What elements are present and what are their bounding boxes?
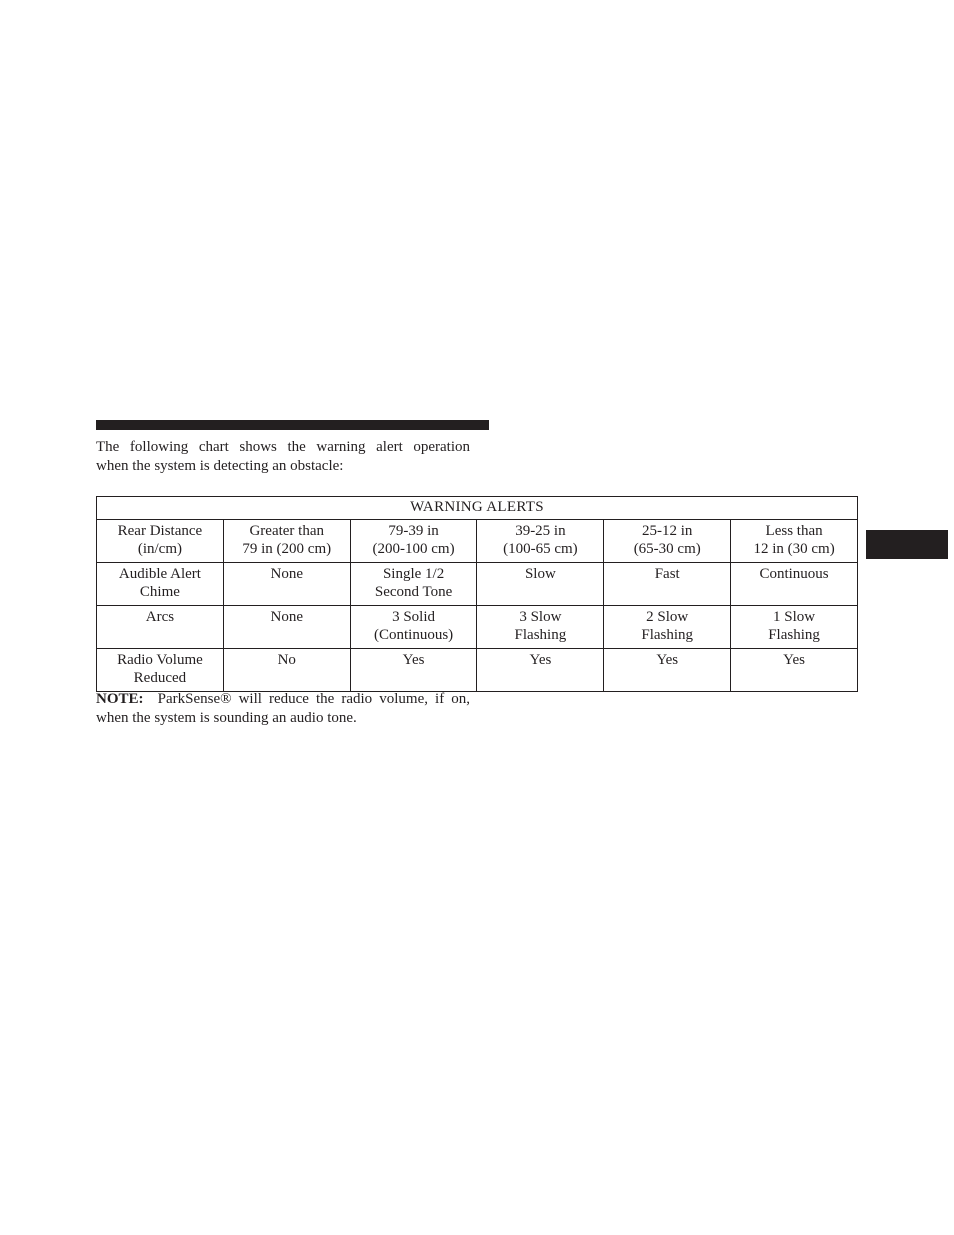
table-cell: 3 Slow Flashing	[477, 605, 604, 648]
row-label: Arcs	[97, 605, 224, 648]
table-cell: Yes	[350, 648, 477, 691]
table-cell: No	[223, 648, 350, 691]
table-cell: None	[223, 562, 350, 605]
table-cell: Continuous	[731, 562, 858, 605]
table-cell: Yes	[477, 648, 604, 691]
section-rule	[96, 420, 489, 430]
table-cell: 2 Slow Flashing	[604, 605, 731, 648]
table-row-rear-distance	[97, 519, 858, 562]
note-line-2: when the system is sounding an audio tone.	[96, 710, 357, 726]
table-row-audible-alert	[97, 562, 858, 605]
table-cell: Slow	[477, 562, 604, 605]
warning-alerts-table	[96, 496, 858, 692]
table-cell: Less than 12 in (30 cm)	[731, 519, 858, 562]
intro-line-1: The following chart shows the warning alert operation	[96, 439, 470, 455]
intro-paragraph	[96, 438, 470, 476]
table-cell: Fast	[604, 562, 731, 605]
table-cell: 3 Solid (Continuous)	[350, 605, 477, 648]
table-cell: Greater than 79 in (200 cm)	[223, 519, 350, 562]
table-cell: Yes	[604, 648, 731, 691]
intro-line-2: when the system is detecting an obstacle:	[96, 458, 344, 474]
table-cell: 1 Slow Flashing	[731, 605, 858, 648]
table-cell: 39-25 in (100-65 cm)	[477, 519, 604, 562]
chapter-tab	[866, 530, 948, 559]
row-label: Radio Volume Reduced	[97, 648, 224, 691]
table-title: WARNING ALERTS	[97, 497, 858, 520]
table-cell: 79-39 in (200-100 cm)	[350, 519, 477, 562]
row-label: Audible Alert Chime	[97, 562, 224, 605]
note-line-1	[96, 690, 470, 709]
table-cell: Single 1/2 Second Tone	[350, 562, 477, 605]
table-row-arcs	[97, 605, 858, 648]
note-paragraph	[96, 690, 470, 728]
table-cell: None	[223, 605, 350, 648]
note-label: NOTE:	[96, 691, 144, 707]
table-cell: 25-12 in (65-30 cm)	[604, 519, 731, 562]
table-row-radio-volume	[97, 648, 858, 691]
table-cell: Yes	[731, 648, 858, 691]
row-label: Rear Distance (in/cm)	[97, 519, 224, 562]
note-text-1: ParkSense® will reduce the radio volume, if on,	[157, 691, 470, 707]
